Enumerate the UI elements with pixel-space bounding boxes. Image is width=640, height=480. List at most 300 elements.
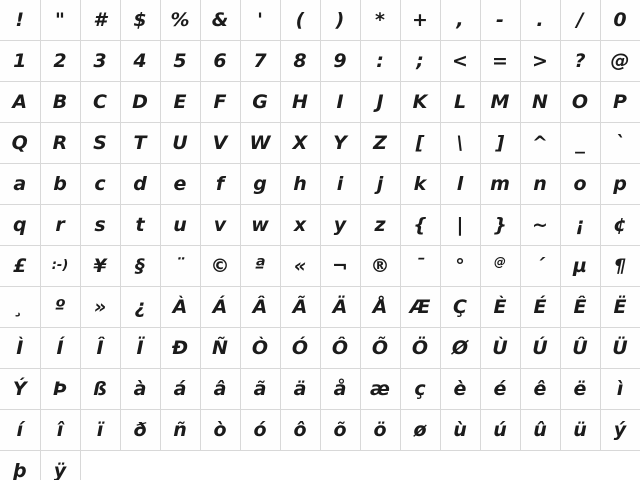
glyph-cell[interactable] bbox=[240, 41, 280, 82]
glyph: " bbox=[55, 9, 65, 31]
glyph-cell[interactable] bbox=[0, 41, 40, 82]
glyph-cell[interactable] bbox=[120, 287, 160, 328]
glyph: Ã bbox=[292, 296, 308, 318]
glyph: Ø bbox=[451, 337, 469, 359]
glyph: a bbox=[13, 173, 27, 195]
glyph: Ù bbox=[492, 337, 508, 359]
glyph-cell[interactable] bbox=[480, 205, 520, 246]
glyph-cell[interactable] bbox=[240, 0, 280, 41]
glyph-cell[interactable] bbox=[560, 287, 600, 328]
glyph-cell[interactable] bbox=[360, 82, 400, 123]
glyph-cell[interactable] bbox=[320, 164, 360, 205]
glyph-cell[interactable] bbox=[160, 123, 200, 164]
glyph-cell[interactable] bbox=[280, 328, 320, 369]
glyph-cell[interactable] bbox=[480, 164, 520, 205]
glyph-cell[interactable] bbox=[440, 328, 480, 369]
empty-grid-area bbox=[80, 451, 640, 480]
glyph-cell[interactable] bbox=[360, 287, 400, 328]
glyph-cell[interactable] bbox=[560, 246, 600, 287]
glyph-cell[interactable] bbox=[240, 82, 280, 123]
glyph-cell[interactable] bbox=[80, 164, 120, 205]
glyph: ¬ bbox=[332, 255, 348, 277]
glyph-cell[interactable] bbox=[40, 123, 80, 164]
glyph-cell[interactable] bbox=[600, 410, 640, 451]
glyph-cell[interactable] bbox=[160, 246, 200, 287]
glyph-row bbox=[0, 41, 640, 82]
glyph-cell[interactable] bbox=[160, 41, 200, 82]
glyph-cell[interactable] bbox=[80, 205, 120, 246]
glyph-cell[interactable] bbox=[560, 0, 600, 41]
glyph: :-) bbox=[51, 258, 69, 273]
glyph-cell[interactable] bbox=[200, 410, 240, 451]
glyph-cell[interactable] bbox=[160, 164, 200, 205]
glyph-cell[interactable] bbox=[280, 287, 320, 328]
glyph-cell[interactable] bbox=[280, 369, 320, 410]
glyph: ß bbox=[93, 378, 107, 400]
glyph-cell[interactable] bbox=[320, 369, 360, 410]
glyph-cell[interactable] bbox=[600, 328, 640, 369]
glyph: _ bbox=[575, 132, 585, 154]
glyph: ] bbox=[495, 132, 505, 154]
glyph-cell[interactable] bbox=[40, 369, 80, 410]
glyph-cell[interactable] bbox=[440, 82, 480, 123]
glyph-cell[interactable] bbox=[520, 328, 560, 369]
glyph: ï bbox=[96, 419, 104, 441]
glyph: ¸ bbox=[15, 296, 25, 318]
glyph-cell[interactable] bbox=[360, 246, 400, 287]
glyph: 0 bbox=[613, 9, 627, 31]
glyph-cell[interactable] bbox=[360, 0, 400, 41]
glyph: A bbox=[12, 91, 28, 113]
glyph: l bbox=[456, 173, 464, 195]
glyph: ó bbox=[253, 419, 267, 441]
glyph-cell[interactable] bbox=[280, 123, 320, 164]
glyph-cell[interactable] bbox=[520, 369, 560, 410]
glyph-cell[interactable] bbox=[200, 41, 240, 82]
glyph-cell[interactable] bbox=[400, 246, 440, 287]
glyph-cell[interactable] bbox=[560, 164, 600, 205]
glyph-cell[interactable] bbox=[480, 123, 520, 164]
glyph-cell[interactable] bbox=[80, 328, 120, 369]
glyph-cell[interactable] bbox=[120, 410, 160, 451]
glyph: g bbox=[253, 173, 267, 195]
glyph-row bbox=[0, 0, 640, 41]
glyph: 4 bbox=[133, 50, 147, 72]
glyph-cell[interactable] bbox=[200, 164, 240, 205]
glyph-cell[interactable] bbox=[360, 328, 400, 369]
glyph-cell[interactable] bbox=[360, 41, 400, 82]
glyph: M bbox=[490, 91, 510, 113]
glyph-cell[interactable] bbox=[400, 123, 440, 164]
glyph-row bbox=[0, 369, 640, 410]
glyph-cell[interactable] bbox=[480, 82, 520, 123]
glyph: ÿ bbox=[53, 460, 67, 480]
glyph-cell[interactable] bbox=[240, 164, 280, 205]
glyph-cell[interactable] bbox=[0, 0, 40, 41]
glyph-cell[interactable] bbox=[280, 246, 320, 287]
glyph: + bbox=[412, 9, 428, 31]
glyph: [ bbox=[415, 132, 425, 154]
glyph-cell[interactable] bbox=[80, 0, 120, 41]
glyph-cell[interactable] bbox=[360, 164, 400, 205]
glyph: X bbox=[292, 132, 308, 154]
glyph: w bbox=[251, 214, 269, 236]
glyph-cell[interactable] bbox=[160, 328, 200, 369]
glyph: § bbox=[135, 255, 145, 277]
glyph: ¢ bbox=[613, 214, 627, 236]
glyph-cell[interactable] bbox=[280, 205, 320, 246]
glyph: ` bbox=[615, 132, 625, 154]
glyph-cell[interactable] bbox=[600, 246, 640, 287]
glyph-cell[interactable] bbox=[240, 246, 280, 287]
glyph-cell[interactable] bbox=[600, 123, 640, 164]
glyph: o bbox=[573, 173, 587, 195]
glyph-cell[interactable] bbox=[0, 164, 40, 205]
glyph-cell[interactable] bbox=[120, 123, 160, 164]
glyph: Á bbox=[212, 296, 228, 318]
glyph-cell[interactable] bbox=[240, 205, 280, 246]
glyph: ø bbox=[413, 419, 427, 441]
glyph-cell[interactable] bbox=[0, 369, 40, 410]
glyph-cell[interactable] bbox=[320, 410, 360, 451]
glyph-cell[interactable] bbox=[520, 410, 560, 451]
glyph-cell[interactable] bbox=[400, 410, 440, 451]
glyph: N bbox=[532, 91, 548, 113]
glyph: < bbox=[452, 50, 468, 72]
glyph-cell[interactable] bbox=[320, 123, 360, 164]
glyph-cell[interactable] bbox=[400, 369, 440, 410]
glyph-cell[interactable] bbox=[240, 287, 280, 328]
glyph: Ó bbox=[291, 337, 309, 359]
glyph-cell[interactable] bbox=[80, 246, 120, 287]
glyph-cell[interactable] bbox=[320, 205, 360, 246]
glyph: ~ bbox=[532, 214, 548, 236]
glyph-cell[interactable] bbox=[200, 369, 240, 410]
glyph: & bbox=[211, 9, 229, 31]
glyph-cell[interactable] bbox=[40, 0, 80, 41]
glyph: @ bbox=[610, 50, 630, 72]
glyph-cell[interactable] bbox=[520, 164, 560, 205]
glyph-cell[interactable] bbox=[280, 0, 320, 41]
glyph: O bbox=[571, 91, 589, 113]
glyph: y bbox=[333, 214, 347, 236]
glyph: U bbox=[172, 132, 188, 154]
glyph: ý bbox=[613, 419, 627, 441]
glyph: ¡ bbox=[575, 214, 585, 236]
glyph: n bbox=[533, 173, 547, 195]
glyph-cell[interactable] bbox=[440, 164, 480, 205]
glyph-cell[interactable] bbox=[440, 205, 480, 246]
glyph: u bbox=[173, 214, 187, 236]
glyph: È bbox=[493, 296, 507, 318]
glyph-cell[interactable] bbox=[480, 410, 520, 451]
glyph-cell[interactable] bbox=[120, 328, 160, 369]
glyph-cell[interactable] bbox=[80, 369, 120, 410]
glyph-cell[interactable] bbox=[600, 0, 640, 41]
glyph-cell[interactable] bbox=[80, 41, 120, 82]
glyph-cell[interactable] bbox=[360, 410, 400, 451]
glyph: µ bbox=[573, 255, 587, 277]
glyph: Z bbox=[373, 132, 387, 154]
glyph: R bbox=[52, 132, 68, 154]
glyph: > bbox=[532, 50, 548, 72]
glyph-cell[interactable] bbox=[360, 369, 400, 410]
glyph: ¥ bbox=[93, 255, 107, 277]
glyph-cell[interactable] bbox=[560, 410, 600, 451]
glyph-cell[interactable] bbox=[160, 205, 200, 246]
glyph-row bbox=[0, 246, 640, 287]
glyph: Q bbox=[11, 132, 28, 154]
glyph: Î bbox=[96, 337, 104, 359]
glyph-cell[interactable] bbox=[440, 369, 480, 410]
glyph: r bbox=[55, 214, 65, 236]
glyph-cell[interactable] bbox=[440, 287, 480, 328]
glyph-cell[interactable] bbox=[120, 41, 160, 82]
glyph-cell[interactable] bbox=[200, 123, 240, 164]
glyph-cell[interactable] bbox=[40, 410, 80, 451]
glyph-cell[interactable] bbox=[560, 205, 600, 246]
glyph-cell[interactable] bbox=[160, 82, 200, 123]
glyph: z bbox=[374, 214, 386, 236]
glyph: e bbox=[173, 173, 187, 195]
glyph-cell[interactable] bbox=[400, 0, 440, 41]
glyph-cell[interactable] bbox=[200, 328, 240, 369]
glyph-cell[interactable] bbox=[320, 41, 360, 82]
glyph-cell[interactable] bbox=[120, 164, 160, 205]
glyph-row bbox=[0, 123, 640, 164]
glyph-cell[interactable] bbox=[80, 82, 120, 123]
glyph: 5 bbox=[173, 50, 187, 72]
glyph: k bbox=[413, 173, 427, 195]
glyph-cell[interactable] bbox=[320, 328, 360, 369]
glyph-cell[interactable] bbox=[440, 123, 480, 164]
glyph: 9 bbox=[333, 50, 347, 72]
glyph-cell[interactable] bbox=[440, 0, 480, 41]
glyph-cell[interactable] bbox=[120, 82, 160, 123]
glyph-cell[interactable] bbox=[360, 123, 400, 164]
glyph-cell[interactable] bbox=[40, 82, 80, 123]
glyph: ' bbox=[257, 9, 263, 31]
glyph: p bbox=[613, 173, 627, 195]
glyph-cell[interactable] bbox=[480, 41, 520, 82]
glyph: 3 bbox=[93, 50, 107, 72]
glyph-cell[interactable] bbox=[600, 164, 640, 205]
glyph: $ bbox=[133, 9, 147, 31]
glyph-cell[interactable] bbox=[120, 205, 160, 246]
glyph-cell[interactable] bbox=[320, 0, 360, 41]
glyph-cell[interactable] bbox=[0, 287, 40, 328]
glyph: m bbox=[490, 173, 510, 195]
glyph: Å bbox=[372, 296, 388, 318]
glyph-cell[interactable] bbox=[480, 369, 520, 410]
glyph: J bbox=[376, 91, 384, 113]
glyph-cell[interactable] bbox=[520, 246, 560, 287]
glyph-cell[interactable] bbox=[520, 41, 560, 82]
glyph-cell[interactable] bbox=[0, 328, 40, 369]
glyph-cell[interactable] bbox=[240, 369, 280, 410]
glyph: Í bbox=[56, 337, 64, 359]
glyph-cell[interactable] bbox=[280, 41, 320, 82]
glyph-cell[interactable] bbox=[160, 287, 200, 328]
glyph-cell[interactable] bbox=[40, 328, 80, 369]
glyph: ® bbox=[370, 255, 390, 277]
glyph: ò bbox=[213, 419, 227, 441]
glyph-cell[interactable] bbox=[200, 246, 240, 287]
glyph: I bbox=[336, 91, 344, 113]
glyph-cell[interactable] bbox=[520, 82, 560, 123]
glyph: Ò bbox=[251, 337, 269, 359]
glyph-cell[interactable] bbox=[400, 164, 440, 205]
glyph-cell[interactable] bbox=[400, 287, 440, 328]
glyph-cell[interactable] bbox=[440, 246, 480, 287]
glyph-cell[interactable] bbox=[0, 123, 40, 164]
glyph-cell[interactable] bbox=[200, 82, 240, 123]
glyph-cell[interactable] bbox=[600, 369, 640, 410]
glyph: E bbox=[173, 91, 187, 113]
glyph: = bbox=[492, 50, 508, 72]
glyph: Æ bbox=[409, 296, 431, 318]
glyph-cell[interactable] bbox=[520, 205, 560, 246]
glyph-cell[interactable] bbox=[160, 0, 200, 41]
glyph: ô bbox=[293, 419, 307, 441]
glyph: G bbox=[252, 91, 268, 113]
glyph: T bbox=[133, 132, 147, 154]
glyph-cell[interactable] bbox=[560, 369, 600, 410]
glyph-cell[interactable] bbox=[320, 82, 360, 123]
glyph-cell[interactable] bbox=[520, 0, 560, 41]
glyph-cell[interactable] bbox=[600, 82, 640, 123]
glyph-cell[interactable] bbox=[480, 328, 520, 369]
glyph: å bbox=[333, 378, 347, 400]
glyph-cell[interactable] bbox=[560, 41, 600, 82]
glyph-cell[interactable] bbox=[400, 82, 440, 123]
glyph: @ bbox=[494, 255, 506, 269]
glyph-cell[interactable] bbox=[40, 164, 80, 205]
glyph-cell[interactable] bbox=[440, 410, 480, 451]
glyph: ! bbox=[15, 9, 25, 31]
glyph-cell[interactable] bbox=[400, 41, 440, 82]
glyph-row bbox=[0, 410, 640, 451]
glyph-cell[interactable] bbox=[40, 246, 80, 287]
glyph-cell[interactable] bbox=[200, 0, 240, 41]
glyph-cell[interactable] bbox=[120, 246, 160, 287]
glyph: ê bbox=[533, 378, 547, 400]
glyph-cell[interactable] bbox=[120, 0, 160, 41]
glyph-cell[interactable] bbox=[80, 410, 120, 451]
glyph: ã bbox=[253, 378, 267, 400]
glyph-cell[interactable] bbox=[480, 287, 520, 328]
glyph-cell[interactable] bbox=[0, 82, 40, 123]
glyph: ; bbox=[416, 50, 424, 72]
glyph-cell[interactable] bbox=[40, 41, 80, 82]
glyph: V bbox=[212, 132, 228, 154]
glyph-cell[interactable] bbox=[280, 82, 320, 123]
glyph-cell[interactable] bbox=[40, 451, 80, 480]
glyph: f bbox=[215, 173, 225, 195]
glyph: v bbox=[213, 214, 227, 236]
glyph: Ì bbox=[16, 337, 24, 359]
glyph-cell[interactable] bbox=[0, 451, 40, 480]
glyph-cell[interactable] bbox=[560, 328, 600, 369]
glyph-cell[interactable] bbox=[440, 41, 480, 82]
glyph: ¿ bbox=[134, 296, 146, 318]
glyph: ¯ bbox=[415, 255, 425, 277]
glyph: À bbox=[172, 296, 188, 318]
glyph: É bbox=[533, 296, 547, 318]
glyph-cell[interactable] bbox=[320, 246, 360, 287]
glyph-cell[interactable] bbox=[200, 205, 240, 246]
glyph: b bbox=[53, 173, 67, 195]
glyph-cell[interactable] bbox=[520, 287, 560, 328]
glyph: * bbox=[375, 9, 385, 31]
glyph-cell[interactable] bbox=[400, 328, 440, 369]
glyph: Û bbox=[572, 337, 588, 359]
glyph-cell[interactable] bbox=[80, 287, 120, 328]
glyph: á bbox=[173, 378, 187, 400]
glyph-row bbox=[0, 164, 640, 205]
glyph-cell[interactable] bbox=[120, 369, 160, 410]
glyph-row bbox=[0, 82, 640, 123]
glyph-cell[interactable] bbox=[160, 369, 200, 410]
glyph: / bbox=[576, 9, 584, 31]
glyph-cell[interactable] bbox=[280, 410, 320, 451]
glyph-cell[interactable] bbox=[480, 246, 520, 287]
glyph-cell[interactable] bbox=[520, 123, 560, 164]
glyph-cell[interactable] bbox=[0, 205, 40, 246]
glyph: Þ bbox=[52, 378, 68, 400]
glyph: i bbox=[336, 173, 344, 195]
glyph-cell[interactable] bbox=[200, 287, 240, 328]
glyph: P bbox=[613, 91, 627, 113]
glyph: 1 bbox=[13, 50, 27, 72]
glyph-cell[interactable] bbox=[0, 410, 40, 451]
glyph-cell[interactable] bbox=[600, 41, 640, 82]
glyph: Ç bbox=[453, 296, 467, 318]
glyph: ì bbox=[616, 378, 624, 400]
glyph: Ï bbox=[136, 337, 144, 359]
glyph: \ bbox=[456, 132, 464, 154]
glyph-cell[interactable] bbox=[280, 164, 320, 205]
glyph-cell[interactable] bbox=[600, 287, 640, 328]
glyph: C bbox=[93, 91, 107, 113]
glyph-cell[interactable] bbox=[560, 123, 600, 164]
glyph-cell[interactable] bbox=[40, 205, 80, 246]
glyph: º bbox=[54, 296, 66, 318]
glyph: ç bbox=[414, 378, 426, 400]
glyph: » bbox=[93, 296, 107, 318]
glyph-cell[interactable] bbox=[240, 410, 280, 451]
glyph-cell[interactable] bbox=[80, 123, 120, 164]
glyph-cell[interactable] bbox=[240, 328, 280, 369]
glyph: 6 bbox=[213, 50, 227, 72]
glyph-cell[interactable] bbox=[320, 287, 360, 328]
glyph: ä bbox=[293, 378, 307, 400]
glyph: } bbox=[493, 214, 507, 236]
glyph-cell[interactable] bbox=[400, 205, 440, 246]
glyph-cell[interactable] bbox=[560, 82, 600, 123]
glyph-cell[interactable] bbox=[240, 123, 280, 164]
glyph: ( bbox=[295, 9, 305, 31]
glyph-cell[interactable] bbox=[480, 0, 520, 41]
glyph: , bbox=[456, 9, 464, 31]
glyph-cell[interactable] bbox=[600, 205, 640, 246]
glyph-cell[interactable] bbox=[360, 205, 400, 246]
glyph-cell[interactable] bbox=[160, 410, 200, 451]
glyph-cell[interactable] bbox=[40, 287, 80, 328]
glyph: ^ bbox=[532, 132, 548, 154]
glyph-cell[interactable] bbox=[0, 246, 40, 287]
glyph: Ú bbox=[532, 337, 548, 359]
